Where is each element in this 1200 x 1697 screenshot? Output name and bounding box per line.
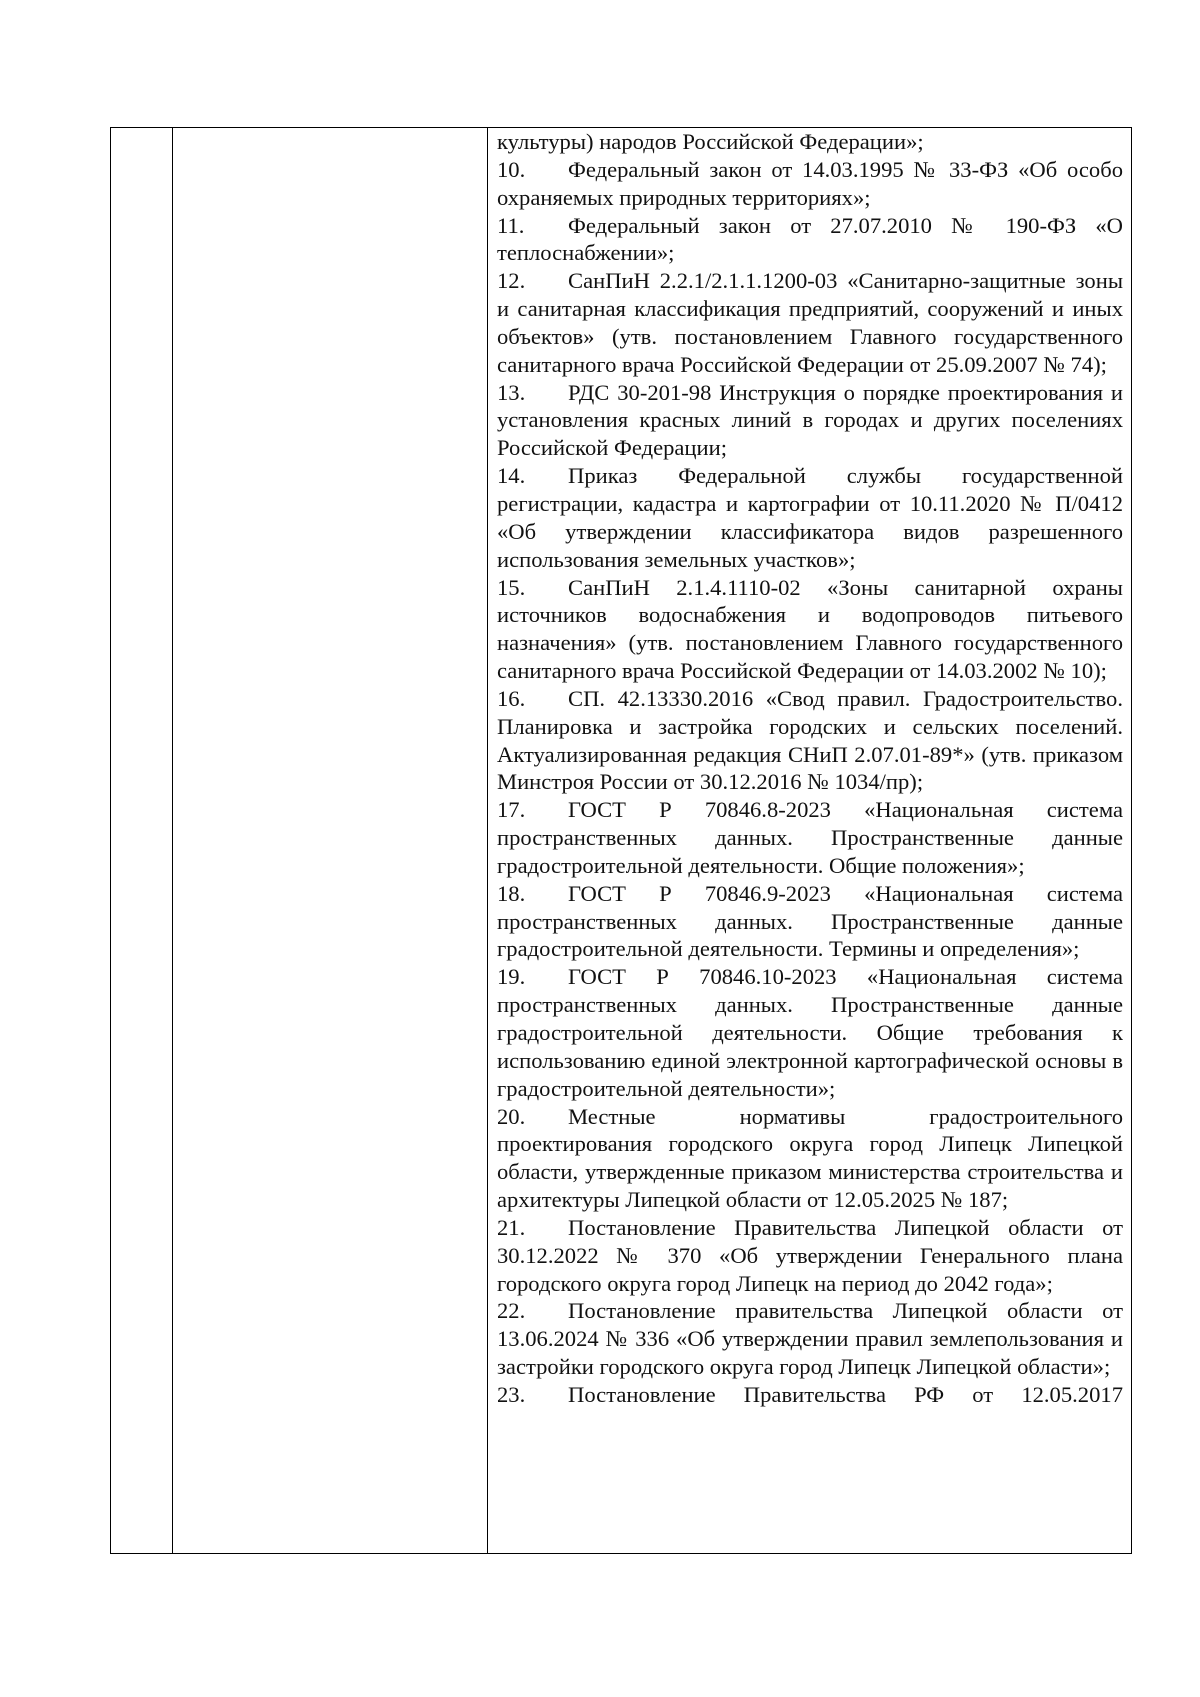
list-item bbox=[497, 685, 1123, 796]
list-item bbox=[497, 379, 1123, 463]
list-item-number: 11. bbox=[497, 212, 525, 238]
name-cell bbox=[173, 128, 488, 1554]
list-item bbox=[497, 267, 1123, 378]
content-text-block bbox=[488, 128, 1131, 1553]
list-item-number: 14. bbox=[497, 463, 526, 489]
list-item bbox=[497, 1381, 1123, 1409]
list-item bbox=[497, 963, 1123, 1102]
list-item-text: Федеральный закон от 27.07.2010 № 190-ФЗ «О теплоснабжении»; bbox=[497, 212, 1123, 266]
document-table bbox=[110, 127, 1132, 1554]
list-item bbox=[497, 128, 1123, 156]
number-cell bbox=[111, 128, 173, 1554]
list-item-text: Федеральный закон от 14.03.1995 № 33-ФЗ «Об особо охраняемых природных территориях»; bbox=[497, 156, 1123, 210]
list-item-text: ГОСТ Р 70846.9-2023 «Национальная система пространственных данных. Пространственные данные градостроительной деятельности. Термины и определения»; bbox=[497, 880, 1123, 962]
table-row bbox=[111, 128, 1132, 1554]
list-item bbox=[497, 156, 1123, 212]
list-item-text: ГОСТ Р 70846.10-2023 «Национальная система пространственных данных. Пространственные данные градостроительной деятельности. Общие требования к использованию единой электронной картографической основы в градостроительной деятельности»; bbox=[497, 964, 1123, 1101]
list-item-text: ГОСТ Р 70846.8-2023 «Национальная система пространственных данных. Пространственные данные градостроительной деятельности. Общие положения»; bbox=[497, 797, 1123, 878]
list-item-number: 19. bbox=[497, 964, 526, 990]
list-item-number: 16. bbox=[497, 685, 526, 711]
list-item bbox=[497, 1214, 1123, 1298]
list-item-text: СП. 42.13330.2016 «Свод правил. Градостроительство. Планировка и застройка городских и сельских поселений. Актуализированная редакция СНиП 2.07.01-89*» (утв. приказом Минстроя России от 30.12.2016 № 1034/пр); bbox=[497, 685, 1123, 795]
list-item bbox=[497, 880, 1123, 964]
list-item bbox=[497, 462, 1123, 573]
list-item-number: 13. bbox=[497, 379, 526, 405]
list-item-text: культуры) народов Российской Федерации»; bbox=[497, 129, 924, 154]
list-item bbox=[497, 212, 1123, 268]
list-item-text: Постановление Правительства Липецкой области от 30.12.2022 № 370 «Об утверждении Генерального плана городского округа город Липецк на период до 2042 года»; bbox=[497, 1214, 1123, 1296]
list-item-text: Приказ Федеральной службы государственной регистрации, кадастра и картографии от 10.11.2020 № П/0412 «Об утверждении классификатора видов разрешенного использования земельных участков»; bbox=[497, 463, 1123, 572]
list-item-number: 18. bbox=[497, 880, 526, 906]
list-item-number: 20. bbox=[497, 1103, 526, 1129]
list-item-number: 15. bbox=[497, 574, 526, 600]
list-item-number: 21. bbox=[497, 1214, 526, 1240]
list-item bbox=[497, 796, 1123, 880]
list-item-number: 12. bbox=[497, 268, 526, 294]
list-item-number: 17. bbox=[497, 797, 526, 823]
content-cell bbox=[488, 128, 1132, 1554]
list-item-text: РДС 30-201-98 Инструкция о порядке проектирования и установления красных линий в городах и других поселениях Российской Федерации; bbox=[497, 379, 1123, 461]
list-item-number: 23. bbox=[497, 1381, 526, 1407]
list-item bbox=[497, 574, 1123, 685]
list-item-text: СанПиН 2.2.1/2.1.1.1200-03 «Санитарно-защитные зоны и санитарная классификация предприятий, сооружений и иных объектов» (утв. постановлением Главного государственного санитарного врача Российской Федерации от 25.09.2007 № 74); bbox=[497, 268, 1123, 377]
list-item bbox=[497, 1103, 1123, 1214]
list-item-number: 22. bbox=[497, 1298, 526, 1324]
list-item bbox=[497, 1297, 1123, 1381]
list-item-text: Местные нормативы градостроительного проектирования городского округа город Липецк Липецкой области, утвержденные приказом министерства строительства и архитектуры Липецкой области от 12.05.2025 № 187; bbox=[497, 1103, 1123, 1213]
list-item-text: СанПиН 2.1.4.1110-02 «Зоны санитарной охраны источников водоснабжения и водопроводов питьевого назначения» (утв. постановлением Главного государственного санитарного врача Российской Федерации от 14.03.2002 № 10); bbox=[497, 574, 1123, 684]
list-item-text: Постановление Правительства РФ от 12.05.2017 bbox=[568, 1381, 1123, 1407]
list-item-text: Постановление правительства Липецкой области от 13.06.2024 № 336 «Об утверждении правил землепользования и застройки городского округа город Липецк Липецкой области»; bbox=[497, 1298, 1123, 1380]
list-item-number: 10. bbox=[497, 156, 526, 182]
